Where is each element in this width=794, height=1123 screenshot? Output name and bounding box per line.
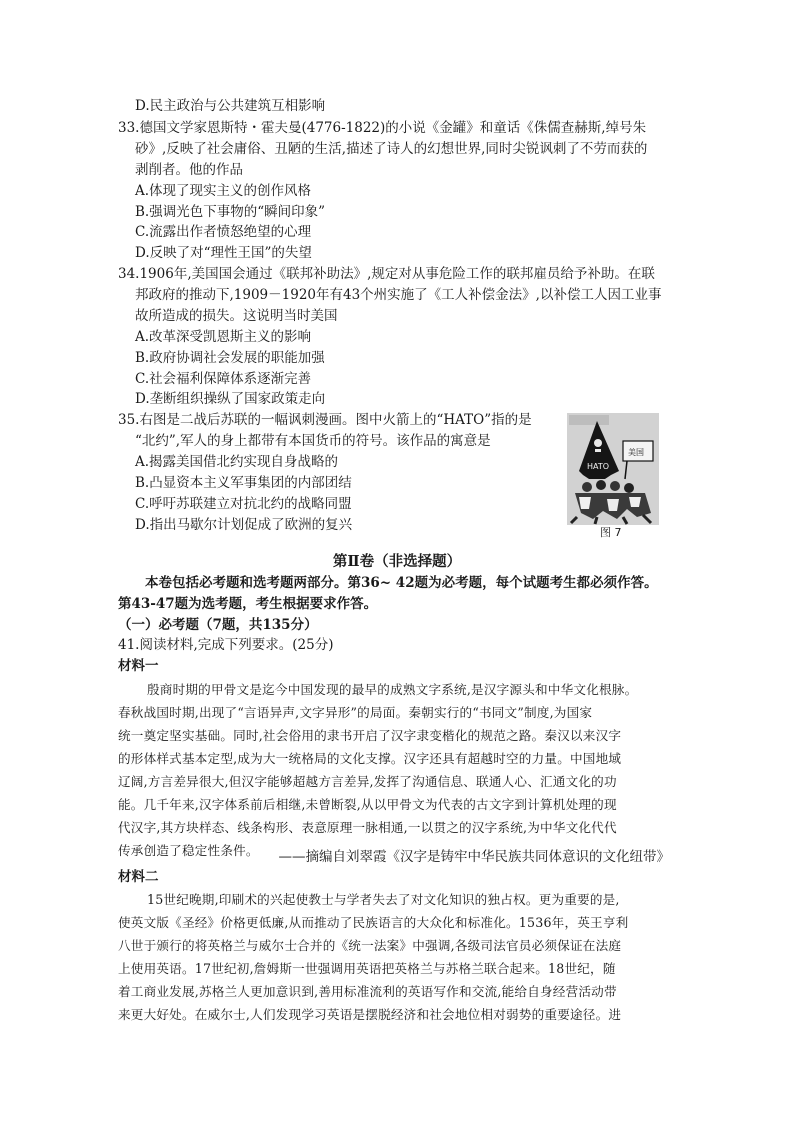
q34-stem-line2: 邦政府的推动下,1909－1920年有43个州实施了《工人补偿金法》,以补偿工人因工业事 [135, 287, 662, 303]
material1-line: 传承创造了稳定性条件。 [118, 843, 259, 858]
q33-stem-line2: 砂》,反映了社会庸俗、丑陋的生活,描述了诗人的幻想世界,同时尖锐讽刺了不劳而获的 [135, 141, 648, 157]
part2-intro-line1: 本卷包括必考题和选考题两部分。第36~ 42题为必考题，每个试题考生都必须作答。 [145, 575, 658, 591]
q33-stem-line3: 剥削者。他的作品 [135, 162, 243, 178]
material1-line: 辽阔,方言差异很大,但汉字能够超越方言差异,发挥了沟通信息、联通人心、汇通文化的功 [118, 774, 617, 789]
q34-option-b: B.政府协调社会发展的职能加强 [135, 350, 325, 366]
q33-option-d: D.反映了对“理性王国”的失望 [135, 245, 312, 261]
q33-option-a: A.体现了现实主义的创作风格 [135, 183, 312, 199]
q34-stem-line1: 34.1906年,美国国会通过《联邦补助法》,规定对从事危险工作的联邦雇员给予补助。在联 [118, 266, 655, 282]
figure-caption: 图 7 [600, 526, 622, 539]
q35-option-b: B.凸显资本主义军事集团的内部团结 [135, 475, 352, 491]
material2-line: 来更大好处。在威尔士,人们发现学习英语是摆脱经济和社会地位相对弱势的重要途径。进 [118, 1007, 622, 1022]
material2-line: 15世纪晚期,印刷术的兴起使教士与学者失去了对文化知识的独占权。更为重要的是, [147, 892, 620, 907]
q33-stem-line1: 33.德国文学家恩斯特・霍夫曼(4776-1822)的小说《金罐》和童话《侏儒查赫斯,绰号朱 [118, 120, 647, 136]
rocket-label: HATO [587, 462, 610, 471]
cartoon-illustration [567, 413, 659, 525]
part2-intro-line2: 第43-47题为选考题，考生根据要求作答。 [118, 596, 378, 612]
material1-line: 殷商时期的甲骨文是迄今中国发现的最早的成熟文字系统,是汉字源头和中华文化根脉。 [147, 682, 638, 697]
sign-label: 美国 [628, 448, 644, 457]
q34-option-c: C.社会福利保障体系逐渐完善 [135, 371, 312, 387]
material2-line: 上使用英语。17世纪初,詹姆斯一世强调用英语把英格兰与苏格兰联合起来。18世纪，随 [118, 961, 616, 976]
material1-line: 春秋战国时期,出现了“言语异声,文字异形”的局面。秦朝实行的“书同文”制度,为国家 [118, 705, 593, 720]
q32-option-d: D.民主政治与公共建筑互相影响 [135, 98, 326, 114]
q34-option-a: A.改革深受凯恩斯主义的影响 [135, 329, 312, 345]
q35-stem-line2: “北约”,军人的身上都带有本国货币的符号。该作品的寓意是 [135, 433, 491, 449]
section-heading: （一）必考题（7题，共135分） [118, 617, 318, 633]
material1-line: 统一奠定坚实基础。同时,社会俗用的隶书开启了汉字隶变楷化的规范之路。秦汉以来汉字 [118, 728, 622, 743]
q35-stem-line1: 35.右图是二战后苏联的一幅讽刺漫画。图中火箭上的“HATO”指的是 [118, 412, 532, 428]
material2-line: 使英文版《圣经》价格更低廉,从而推动了民族语言的大众化和标准化。1536年，英王亨利 [118, 915, 629, 930]
q34-option-d: D.垄断组织操纵了国家政策走向 [135, 391, 326, 407]
material1-source: ——摘编自刘翠霞《汉字是铸牢中华民族共同体意识的文化纽带》 [278, 849, 670, 865]
q35-option-c: C.呼吁苏联建立对抗北约的战略同盟 [135, 496, 352, 512]
material1-line: 的形体样式基本定型,成为大一统格局的文化支撑。汉字还具有超越时空的力量。中国地域 [118, 751, 622, 766]
q41-prompt: 41.阅读材料,完成下列要求。(25分) [118, 637, 334, 653]
material2-line: 八世于颁行的将英格兰与威尔士合并的《统一法案》中强调,各级司法官员必须保证在法庭 [118, 938, 622, 953]
q33-option-b: B.强调光色下事物的“瞬间印象” [135, 204, 326, 220]
q33-option-c: C.流露出作者愤怒绝望的心理 [135, 224, 312, 240]
material2-title: 材料二 [118, 869, 159, 885]
material1-line: 能。几千年来,汉字体系前后相继,未曾断裂,从以甲骨文为代表的古文字到计算机处理的现 [118, 797, 617, 812]
cartoon-figure [567, 413, 659, 525]
q35-option-a: A.揭露美国借北约实现自身战略的 [135, 454, 339, 470]
material1-line: 代汉字,其方块样态、线条构形、表意原理一脉相通,一以贯之的汉字系统,为中华文化代代 [118, 820, 617, 835]
part2-title: 第Ⅱ卷（非选择题） [332, 553, 462, 570]
material2-line: 着工商业发展,苏格兰人更加意识到,善用标准流利的英语写作和交流,能给自身经营活动带 [118, 984, 617, 999]
q34-stem-line3: 故所造成的损失。这说明当时美国 [135, 308, 338, 324]
q35-option-d: D.指出马歇尔计划促成了欧洲的复兴 [135, 517, 353, 533]
material1-title: 材料一 [118, 658, 159, 674]
